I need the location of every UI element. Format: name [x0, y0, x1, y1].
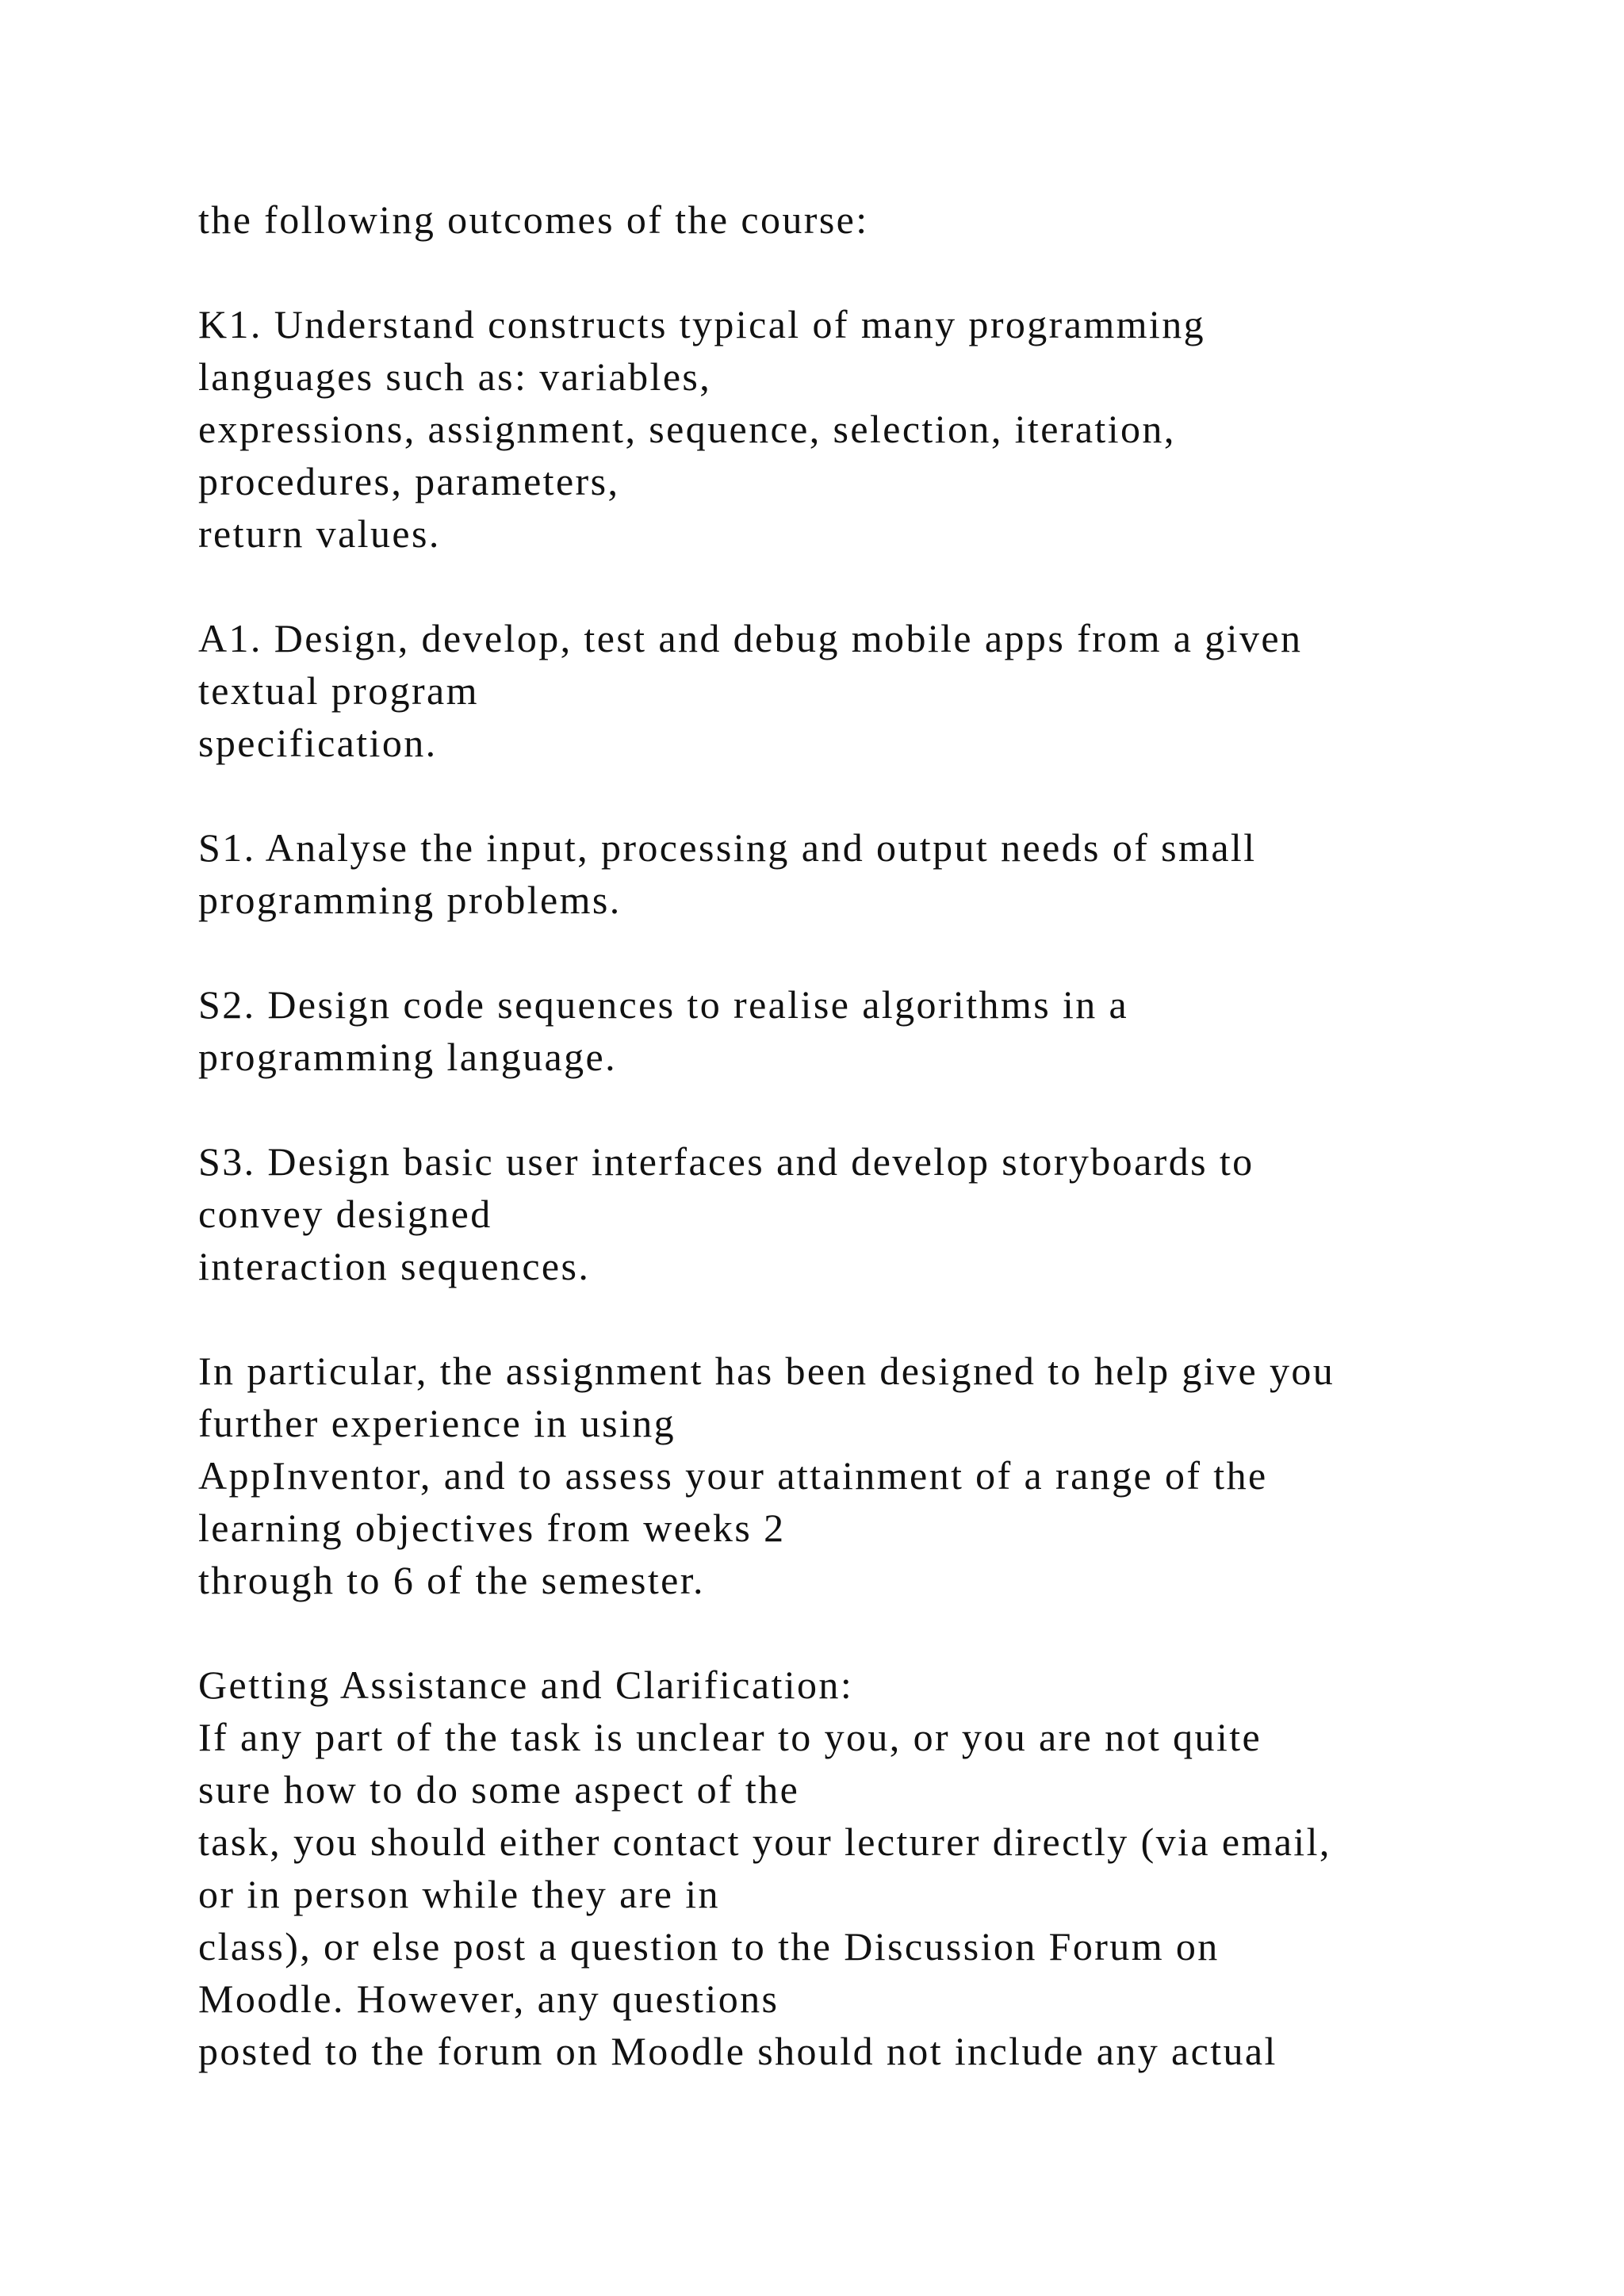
outcome-s2	[198, 978, 1546, 1083]
outcome-k1-line: languages such as: variables,	[198, 354, 712, 399]
outcome-k1-line: K1. Understand constructs typical of many programming	[198, 302, 1205, 346]
assistance-line: sure how to do some aspect of the	[198, 1767, 800, 1812]
outcome-k1	[198, 298, 1546, 560]
outcome-a1	[198, 612, 1546, 769]
particular-line: further experience in using	[198, 1401, 676, 1445]
outcome-s3-line: convey designed	[198, 1192, 492, 1236]
particular-line: learning objectives from weeks 2	[198, 1506, 786, 1550]
outcome-s3	[198, 1135, 1546, 1292]
outcome-a1-line: A1. Design, develop, test and debug mobile apps from a given	[198, 616, 1303, 660]
paragraph-gap	[198, 246, 1546, 298]
outcome-s1-line: S1. Analyse the input, processing and output needs of small	[198, 825, 1257, 870]
assistance-line: Moodle. However, any questions	[198, 1976, 779, 2021]
outcome-s3-line: S3. Design basic user interfaces and develop storyboards to	[198, 1139, 1254, 1184]
outcome-s2-line: S2. Design code sequences to realise algorithms in a	[198, 982, 1129, 1027]
assistance-paragraph	[198, 1711, 1546, 2077]
paragraph-gap	[198, 1083, 1546, 1135]
outcome-s2-line: programming language.	[198, 1035, 618, 1079]
assistance-heading: Getting Assistance and Clarification:	[198, 1663, 854, 1707]
particular-paragraph	[198, 1345, 1546, 1606]
outcome-s1-line: programming problems.	[198, 878, 622, 922]
assistance-line: If any part of the task is unclear to you, or you are not quite	[198, 1715, 1262, 1759]
paragraph-gap	[198, 560, 1546, 612]
outcome-k1-line: return values.	[198, 511, 441, 556]
particular-line: In particular, the assignment has been designed to help give you	[198, 1349, 1335, 1393]
outcome-k1-line: procedures, parameters,	[198, 459, 620, 503]
paragraph-gap	[198, 1292, 1546, 1345]
assistance-line: class), or else post a question to the Discussion Forum on	[198, 1924, 1220, 1969]
outcome-s3-line: interaction sequences.	[198, 1244, 591, 1288]
outcome-k1-line: expressions, assignment, sequence, selection, iteration,	[198, 407, 1176, 451]
particular-line: AppInventor, and to assess your attainment of a range of the	[198, 1453, 1268, 1498]
assistance-line: posted to the forum on Moodle should not include any actual	[198, 2029, 1277, 2073]
paragraph-gap	[198, 926, 1546, 978]
intro-line: the following outcomes of the course:	[198, 197, 869, 242]
document-body	[198, 193, 1546, 2077]
paragraph-gap	[198, 1606, 1546, 1659]
assistance-line: or in person while they are in	[198, 1872, 720, 1916]
particular-line: through to 6 of the semester.	[198, 1558, 705, 1602]
assistance-line: task, you should either contact your lecturer directly (via email,	[198, 1820, 1331, 1864]
paragraph-gap	[198, 769, 1546, 821]
outcome-s1	[198, 821, 1546, 926]
outcome-a1-line: textual program	[198, 668, 479, 713]
outcome-a1-line: specification.	[198, 721, 438, 765]
